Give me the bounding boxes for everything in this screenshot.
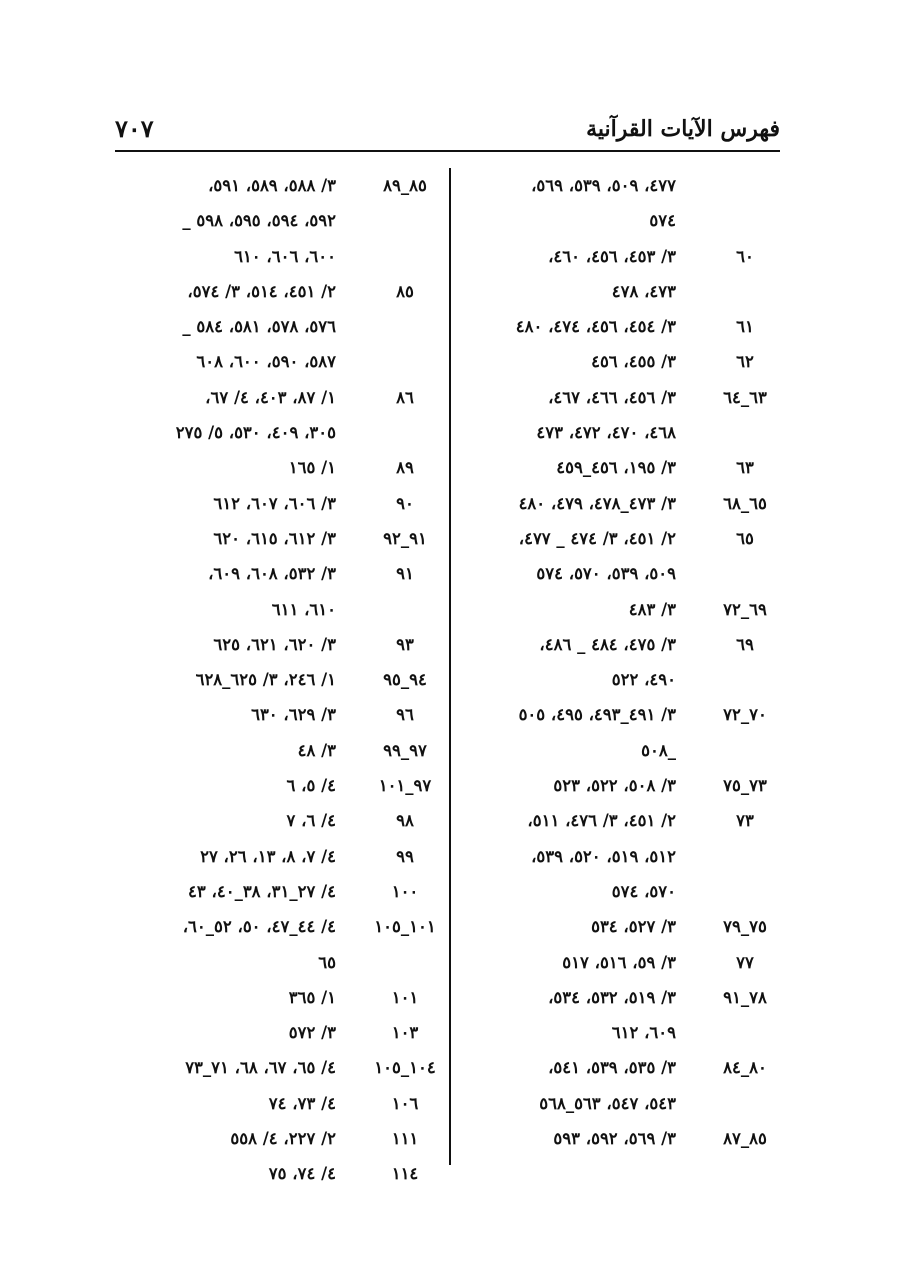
index-entry bbox=[128, 874, 440, 909]
index-entry bbox=[468, 839, 780, 874]
verse-number: ١٠٣ bbox=[391, 1023, 419, 1043]
verse-number: ٦٩ bbox=[736, 634, 754, 654]
index-entry bbox=[468, 697, 780, 732]
index-entry bbox=[468, 521, 780, 556]
verse-number: ٩٤_٩٥ bbox=[383, 670, 427, 690]
index-entry bbox=[128, 627, 440, 662]
page-references: ٣/ ٤٨٣ bbox=[628, 599, 676, 619]
index-entry bbox=[128, 839, 440, 874]
page-references: ٣٠٥، ٤٠٩، ٥٣٠، ٥/ ٢٧٥ bbox=[175, 423, 336, 443]
page-references: ٣/ ٥٧٢ bbox=[288, 1023, 336, 1043]
page-references: ٣/ ٦٢٠، ٦٢١، ٦٢٥ bbox=[213, 634, 336, 654]
index-entry bbox=[468, 733, 780, 768]
verse-number: ٨٩ bbox=[396, 458, 414, 478]
verse-number: ١١٤ bbox=[391, 1164, 419, 1184]
page-references: ٥٧٠، ٥٧٤ bbox=[611, 881, 676, 901]
index-entry bbox=[468, 1121, 780, 1156]
index-entry bbox=[128, 274, 440, 309]
index-entry bbox=[128, 415, 440, 450]
page-references: ٤/ ٤٤_٤٧، ٥٠، ٥٢_٦٠، bbox=[182, 917, 336, 937]
verse-number: ٦٩_٧٢ bbox=[723, 599, 767, 619]
verse-number: ٨٥ bbox=[396, 281, 414, 301]
index-entry bbox=[468, 168, 780, 203]
index-entry bbox=[128, 450, 440, 485]
index-entry bbox=[128, 239, 440, 274]
index-entry bbox=[468, 1086, 780, 1121]
index-entry bbox=[128, 168, 440, 203]
verse-number: ٨٦ bbox=[396, 387, 414, 407]
verse-number: ٩٧_١٠١ bbox=[378, 776, 432, 796]
index-entry bbox=[128, 945, 440, 980]
index-entry bbox=[128, 1015, 440, 1050]
page-references: ٤٧٣، ٤٧٨ bbox=[611, 281, 676, 301]
verse-number: ٧٣ bbox=[736, 811, 754, 831]
page-references: ٤/ ٧٣، ٧٤ bbox=[268, 1093, 336, 1113]
page-references: ٢/ ٤٥١، ٣/ ٤٧٤ _ ٤٧٧، bbox=[518, 528, 676, 548]
verse-number: ٩٨ bbox=[396, 811, 414, 831]
index-entry bbox=[128, 556, 440, 591]
index-entry bbox=[128, 309, 440, 344]
index-entry bbox=[128, 344, 440, 379]
verse-number: ٧٧ bbox=[736, 952, 754, 972]
page-references: ٣/ ٦١٢، ٦١٥، ٦٢٠ bbox=[213, 528, 336, 548]
page-references: ١/ ٣٦٥ bbox=[288, 987, 336, 1007]
verse-number: ٦٣_٦٤ bbox=[723, 387, 767, 407]
index-entry bbox=[128, 768, 440, 803]
page-title: فهرس الآيات القرآنية bbox=[586, 116, 780, 142]
page-references: ٣/ ٥٦٩، ٥٩٢، ٥٩٣ bbox=[553, 1129, 676, 1149]
index-entry bbox=[468, 945, 780, 980]
index-entry bbox=[468, 239, 780, 274]
verse-number: ١٠٠ bbox=[391, 881, 419, 901]
verse-number: ٦٥ bbox=[736, 528, 754, 548]
verse-number: ٩١ bbox=[396, 564, 414, 584]
verse-number: ٦١ bbox=[736, 317, 754, 337]
verse-number: ٦٢ bbox=[736, 352, 754, 372]
verse-number: ٨٥_٨٧ bbox=[723, 1129, 767, 1149]
index-column-right bbox=[468, 168, 780, 1156]
page-references: ٣/ ٥٩، ٥١٦، ٥١٧ bbox=[562, 952, 676, 972]
page-references: ٤/ ٦، ٧ bbox=[286, 811, 336, 831]
index-entry bbox=[468, 1050, 780, 1085]
verse-number: ٩١_٩٢ bbox=[383, 528, 427, 548]
page-references: ٣/ ٥٢٧، ٥٣٤ bbox=[591, 917, 676, 937]
page-references: _٥٠٨ bbox=[641, 740, 676, 760]
page-references: ٣/ ٥٣٥، ٥٣٩، ٥٤١، bbox=[548, 1058, 676, 1078]
page-references: ٦٥ bbox=[318, 952, 336, 972]
verse-number: ١١١ bbox=[391, 1129, 419, 1149]
index-entry bbox=[468, 627, 780, 662]
index-entry bbox=[468, 274, 780, 309]
verse-number: ١٠١_١٠٥ bbox=[374, 917, 436, 937]
index-entry bbox=[468, 768, 780, 803]
page-references: ٥٠٩، ٥٣٩، ٥٧٠، ٥٧٤ bbox=[536, 564, 676, 584]
page-references: ٤/ ٦٥، ٦٧، ٦٨، ٧١_٧٣ bbox=[185, 1058, 336, 1078]
index-entry bbox=[128, 909, 440, 944]
column-divider bbox=[449, 168, 451, 1165]
index-entry bbox=[128, 592, 440, 627]
page-references: ٣/ ٤٥٥، ٤٥٦ bbox=[591, 352, 676, 372]
verse-number: ٨٥_٨٩ bbox=[383, 176, 427, 195]
index-entry bbox=[128, 1156, 440, 1191]
index-entry bbox=[128, 203, 440, 238]
verse-number: ٦٠ bbox=[736, 246, 754, 266]
index-entry bbox=[468, 592, 780, 627]
page-references: ٤٧٧، ٥٠٩، ٥٣٩، ٥٦٩، bbox=[531, 176, 676, 195]
page-references: ٣/ ٦٠٦، ٦٠٧، ٦١٢ bbox=[213, 493, 336, 513]
verse-number: ٧٠_٧٢ bbox=[723, 705, 767, 725]
page-references: ٥١٢، ٥١٩، ٥٢٠، ٥٣٩، bbox=[531, 846, 676, 866]
verse-number: ٩٩ bbox=[396, 846, 414, 866]
page-references: ٣/ ٥٨٨، ٥٨٩، ٥٩١، bbox=[208, 176, 336, 195]
verse-number: ٦٥_٦٨ bbox=[723, 493, 767, 513]
verse-number: ٦٣ bbox=[736, 458, 754, 478]
index-entry bbox=[468, 203, 780, 238]
index-entry bbox=[468, 380, 780, 415]
page-references: ٦١٠، ٦١١ bbox=[271, 599, 336, 619]
page-references: ٣/ ٤٩١_٤٩٣، ٤٩٥، ٥٠٥ bbox=[518, 705, 676, 725]
page-references: ٦٠٩، ٦١٢ bbox=[611, 1023, 676, 1043]
page-references: ٥٨٧، ٥٩٠، ٦٠٠، ٦٠٨ bbox=[196, 352, 336, 372]
page-references: ١/ ٢٤٦، ٣/ ٦٢٥_٦٢٨ bbox=[195, 670, 336, 690]
page-references: ٤/ ٢٧_٣١، ٣٨_٤٠، ٤٣ bbox=[188, 881, 336, 901]
page-references: ٣/ ٤٥٣، ٤٥٦، ٤٦٠، bbox=[548, 246, 676, 266]
index-entry bbox=[468, 450, 780, 485]
verse-number: ١٠٤_١٠٥ bbox=[374, 1058, 436, 1078]
index-entry bbox=[128, 697, 440, 732]
page-references: ٦٠٠، ٦٠٦، ٦١٠ bbox=[234, 246, 336, 266]
index-entry bbox=[128, 980, 440, 1015]
index-entry bbox=[128, 662, 440, 697]
page-references: ٤/ ٧٤، ٧٥ bbox=[268, 1164, 336, 1184]
page-header bbox=[115, 112, 780, 152]
page-references: ٣/ ٤٥٦، ٤٦٦، ٤٦٧، bbox=[548, 387, 676, 407]
page-references: ٥٩٢، ٥٩٤، ٥٩٥، ٥٩٨ _ bbox=[182, 211, 336, 231]
index-entry bbox=[128, 486, 440, 521]
index-entry bbox=[128, 1086, 440, 1121]
index-entry bbox=[128, 1050, 440, 1085]
verse-number: ٧٨_٩١ bbox=[723, 987, 767, 1007]
index-entry bbox=[128, 1121, 440, 1156]
page-references: ٢/ ٤٥١، ٣/ ٤٧٦، ٥١١، bbox=[527, 811, 676, 831]
index-entry bbox=[468, 344, 780, 379]
verse-number: ٧٣_٧٥ bbox=[723, 776, 767, 796]
index-entry bbox=[468, 803, 780, 838]
verse-number: ٩٧_٩٩ bbox=[383, 740, 427, 760]
verse-number: ١٠١ bbox=[391, 987, 419, 1007]
page-references: ٣/ ٤٥٤، ٤٥٦، ٤٧٤، ٤٨٠ bbox=[515, 317, 676, 337]
page-references: ٣/ ٤٧٥، ٤٨٤ _ ٤٨٦، bbox=[539, 634, 676, 654]
page-references: ٤٦٨، ٤٧٠، ٤٧٢، ٤٧٣ bbox=[536, 423, 676, 443]
page-references: ٤/ ٧، ٨، ١٣، ٢٦، ٢٧ bbox=[200, 846, 336, 866]
index-entry bbox=[128, 521, 440, 556]
index-entry bbox=[128, 733, 440, 768]
index-column-left bbox=[128, 168, 440, 1192]
page-number: ٧٠٧ bbox=[115, 114, 154, 143]
page-references: ١/ ٨٧، ٤٠٣، ٤/ ٦٧، bbox=[205, 387, 336, 407]
page-references: ٣/ ١٩٥، ٤٥٦_٤٥٩ bbox=[556, 458, 676, 478]
verse-number: ١٠٦ bbox=[391, 1093, 419, 1113]
verse-number: ٩٠ bbox=[396, 493, 414, 513]
index-entry bbox=[128, 803, 440, 838]
index-entry bbox=[468, 909, 780, 944]
verse-number: ٩٣ bbox=[396, 634, 414, 654]
page-references: ٣/ ٥٠٨، ٥٢٢، ٥٢٣ bbox=[553, 776, 676, 796]
page-references: ٣/ ٥١٩، ٥٣٢، ٥٣٤، bbox=[548, 987, 676, 1007]
index-entry bbox=[468, 980, 780, 1015]
header-rule bbox=[115, 150, 780, 152]
page-references: ٣/ ٤٧٣_٤٧٨، ٤٧٩، ٤٨٠ bbox=[518, 493, 676, 513]
index-entry bbox=[468, 415, 780, 450]
index-entry bbox=[468, 309, 780, 344]
index-entry bbox=[468, 662, 780, 697]
verse-number: ٩٦ bbox=[396, 705, 414, 725]
page-references: ٥٧٤ bbox=[649, 211, 676, 231]
page-references: ٥٧٦، ٥٧٨، ٥٨١، ٥٨٤ _ bbox=[182, 317, 336, 337]
page-references: ٢/ ٢٢٧، ٤/ ٥٥٨ bbox=[230, 1129, 336, 1149]
page-references: ٤٩٠، ٥٢٢ bbox=[611, 670, 676, 690]
page-references: ٣/ ٤٨ bbox=[297, 740, 336, 760]
page-references: ٤/ ٥، ٦ bbox=[286, 776, 336, 796]
index-entry bbox=[468, 486, 780, 521]
index-entry bbox=[128, 380, 440, 415]
index-entry bbox=[468, 1015, 780, 1050]
verse-number: ٧٥_٧٩ bbox=[723, 917, 767, 937]
page-references: ٥٤٣، ٥٤٧، ٥٦٣_٥٦٨ bbox=[539, 1093, 676, 1113]
index-entry bbox=[468, 874, 780, 909]
index-entry bbox=[468, 556, 780, 591]
page-references: ٣/ ٥٣٢، ٦٠٨، ٦٠٩، bbox=[208, 564, 336, 584]
page-references: ١/ ١٦٥ bbox=[288, 458, 336, 478]
verse-number: ٨٠_٨٤ bbox=[723, 1058, 767, 1078]
page-references: ٣/ ٦٢٩، ٦٣٠ bbox=[251, 705, 336, 725]
page-references: ٢/ ٤٥١، ٥١٤، ٣/ ٥٧٤، bbox=[187, 281, 336, 301]
